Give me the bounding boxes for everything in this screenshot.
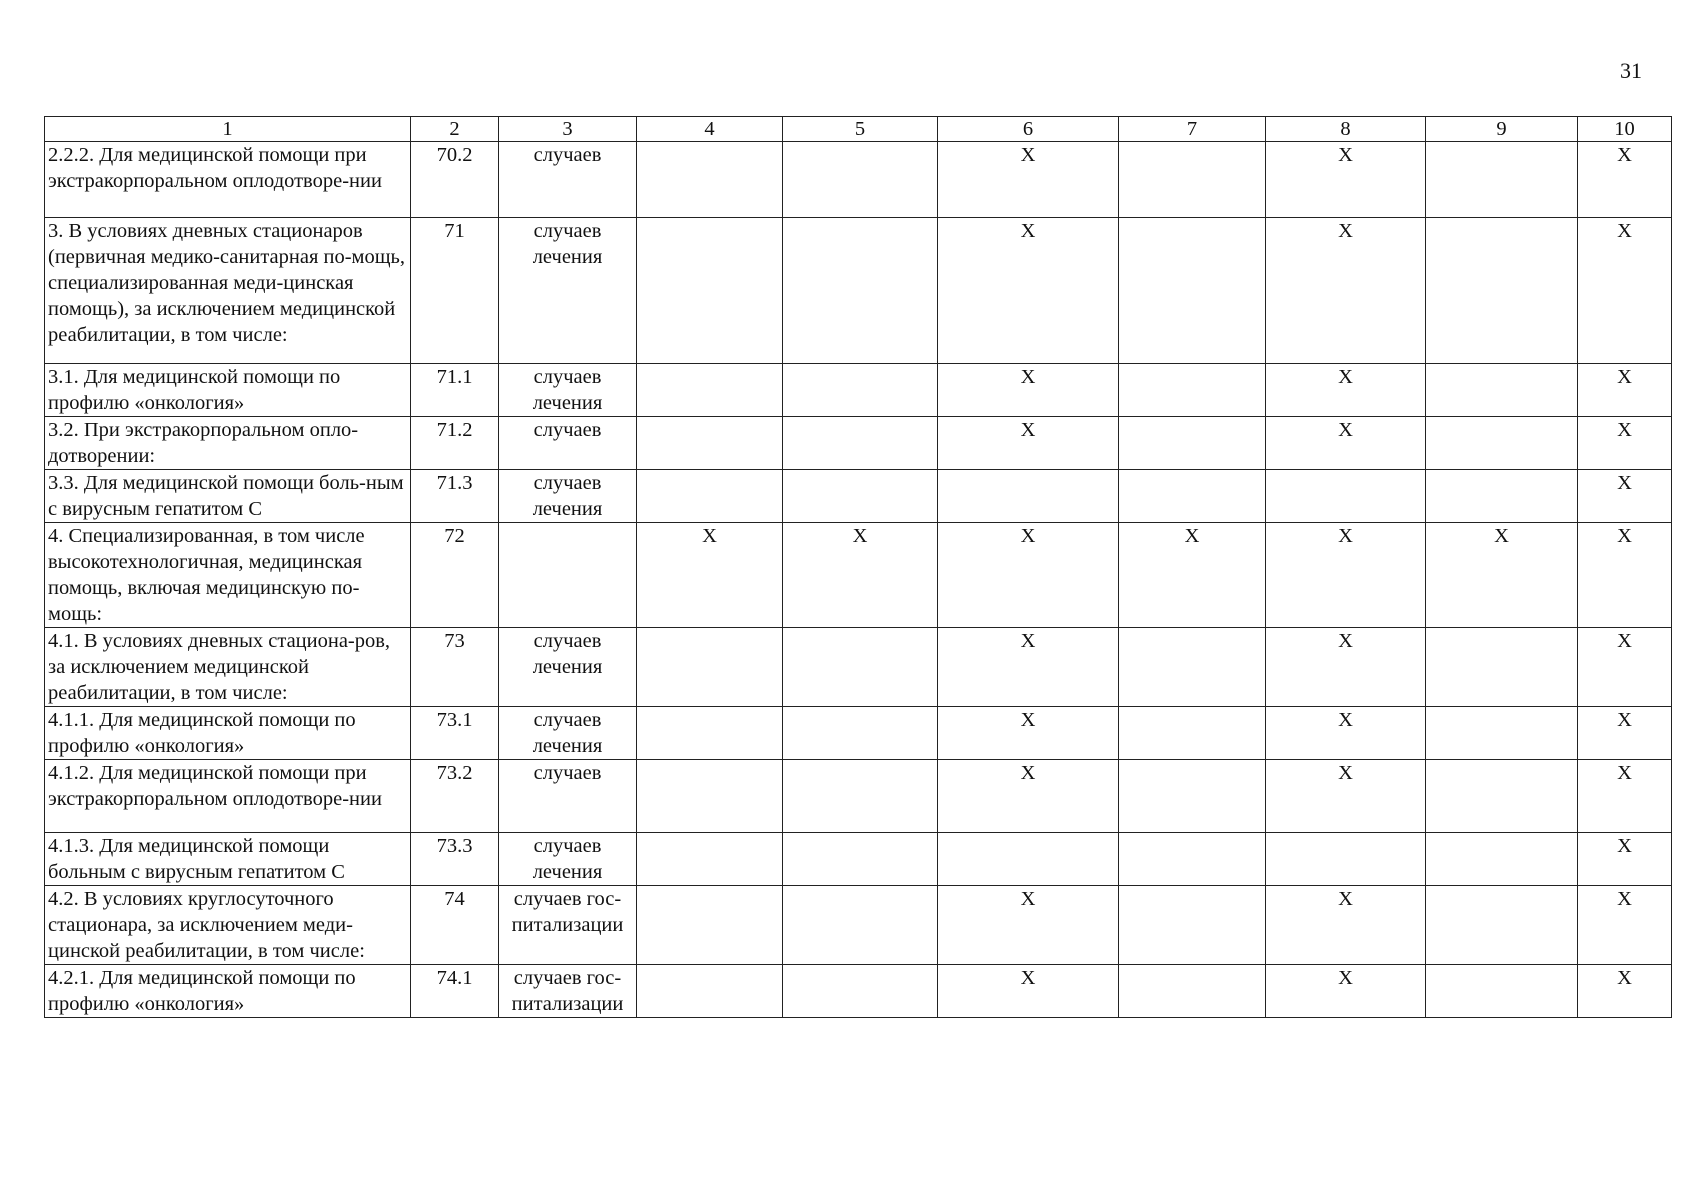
col4-cell <box>637 707 783 760</box>
table-row <box>45 218 1672 364</box>
col4-cell <box>637 965 783 1018</box>
table-row <box>45 886 1672 965</box>
main-table <box>44 116 1672 1018</box>
row-name-cell: 4. Специализированная, в том числе высокотехнологичная, медицинская помощь, включая медицинскую по-мощь: <box>45 523 411 628</box>
col10-cell: X <box>1578 470 1672 523</box>
col4-cell <box>637 417 783 470</box>
col5-cell <box>783 142 938 218</box>
table-body <box>45 142 1672 1018</box>
row-unit-cell: случаев гос-питализации <box>499 965 637 1018</box>
column-header: 2 <box>411 117 499 142</box>
col9-cell <box>1426 965 1578 1018</box>
col10-cell: X <box>1578 760 1672 833</box>
col5-cell <box>783 833 938 886</box>
col6-cell <box>938 470 1119 523</box>
col4-cell <box>637 833 783 886</box>
col10-cell: X <box>1578 523 1672 628</box>
col6-cell: X <box>938 760 1119 833</box>
col8-cell: X <box>1266 628 1426 707</box>
col9-cell <box>1426 628 1578 707</box>
row-name-cell: 4.1. В условиях дневных стациона-ров, за исключением медицинской реабилитации, в том числе: <box>45 628 411 707</box>
col10-cell: X <box>1578 886 1672 965</box>
row-code-cell: 71.3 <box>411 470 499 523</box>
row-name-cell: 4.2.1. Для медицинской помощи по профилю «онкология» <box>45 965 411 1018</box>
col9-cell <box>1426 886 1578 965</box>
col9-cell <box>1426 417 1578 470</box>
col10-cell: X <box>1578 417 1672 470</box>
col9-cell <box>1426 760 1578 833</box>
col7-cell <box>1119 886 1266 965</box>
column-header: 9 <box>1426 117 1578 142</box>
col4-cell <box>637 218 783 364</box>
row-name-cell: 4.1.3. Для медицинской помощи больным с вирусным гепатитом С <box>45 833 411 886</box>
page-number: 31 <box>1620 58 1642 83</box>
col9-cell <box>1426 470 1578 523</box>
col8-cell: X <box>1266 707 1426 760</box>
col7-cell <box>1119 364 1266 417</box>
col7-cell <box>1119 218 1266 364</box>
row-name-cell: 3.3. Для медицинской помощи боль-ным с вирусным гепатитом С <box>45 470 411 523</box>
column-header: 8 <box>1266 117 1426 142</box>
col5-cell <box>783 218 938 364</box>
col4-cell <box>637 470 783 523</box>
column-header: 6 <box>938 117 1119 142</box>
row-name-cell: 3. В условиях дневных стационаров (первичная медико-санитарная по-мощь, специализированная меди-цинская помощь), за исключением медицинской реабилитации, в том числе: <box>45 218 411 364</box>
table-row <box>45 833 1672 886</box>
col7-cell <box>1119 470 1266 523</box>
col4-cell: X <box>637 523 783 628</box>
col8-cell: X <box>1266 218 1426 364</box>
row-code-cell: 73.3 <box>411 833 499 886</box>
row-unit-cell: случаев лечения <box>499 707 637 760</box>
col4-cell <box>637 886 783 965</box>
col7-cell <box>1119 965 1266 1018</box>
col7-cell <box>1119 417 1266 470</box>
col7-cell <box>1119 628 1266 707</box>
col9-cell <box>1426 218 1578 364</box>
row-unit-cell: случаев <box>499 417 637 470</box>
table-row <box>45 628 1672 707</box>
col4-cell <box>637 628 783 707</box>
row-code-cell: 71 <box>411 218 499 364</box>
col7-cell <box>1119 833 1266 886</box>
row-unit-cell: случаев лечения <box>499 218 637 364</box>
row-code-cell: 74 <box>411 886 499 965</box>
row-code-cell: 71.2 <box>411 417 499 470</box>
table-row <box>45 760 1672 833</box>
col6-cell: X <box>938 142 1119 218</box>
row-name-cell: 3.2. При экстракорпоральном опло-дотворении: <box>45 417 411 470</box>
column-header: 4 <box>637 117 783 142</box>
row-name-cell: 3.1. Для медицинской помощи по профилю «онкология» <box>45 364 411 417</box>
col8-cell: X <box>1266 364 1426 417</box>
col5-cell <box>783 886 938 965</box>
row-code-cell: 73.1 <box>411 707 499 760</box>
col8-cell: X <box>1266 760 1426 833</box>
row-unit-cell: случаев <box>499 760 637 833</box>
col8-cell <box>1266 470 1426 523</box>
row-code-cell: 71.1 <box>411 364 499 417</box>
col10-cell: X <box>1578 833 1672 886</box>
col10-cell: X <box>1578 707 1672 760</box>
row-unit-cell: случаев <box>499 142 637 218</box>
col8-cell: X <box>1266 886 1426 965</box>
col6-cell: X <box>938 628 1119 707</box>
col8-cell: X <box>1266 965 1426 1018</box>
col10-cell: X <box>1578 142 1672 218</box>
table-row <box>45 965 1672 1018</box>
column-header: 3 <box>499 117 637 142</box>
row-name-cell: 4.1.1. Для медицинской помощи по профилю «онкология» <box>45 707 411 760</box>
col9-cell <box>1426 142 1578 218</box>
row-code-cell: 73 <box>411 628 499 707</box>
row-unit-cell: случаев лечения <box>499 470 637 523</box>
col7-cell <box>1119 760 1266 833</box>
row-code-cell: 74.1 <box>411 965 499 1018</box>
col4-cell <box>637 760 783 833</box>
col5-cell <box>783 364 938 417</box>
col6-cell: X <box>938 965 1119 1018</box>
col6-cell: X <box>938 886 1119 965</box>
column-header: 5 <box>783 117 938 142</box>
col9-cell <box>1426 707 1578 760</box>
col6-cell: X <box>938 523 1119 628</box>
row-code-cell: 70.2 <box>411 142 499 218</box>
col9-cell <box>1426 833 1578 886</box>
row-unit-cell: случаев лечения <box>499 833 637 886</box>
table-row <box>45 142 1672 218</box>
row-name-cell: 2.2.2. Для медицинской помощи при экстракорпоральном оплодотворе-нии <box>45 142 411 218</box>
column-header: 7 <box>1119 117 1266 142</box>
column-header: 10 <box>1578 117 1672 142</box>
col5-cell: X <box>783 523 938 628</box>
row-unit-cell: случаев гос-питализации <box>499 886 637 965</box>
col10-cell: X <box>1578 218 1672 364</box>
row-unit-cell: случаев лечения <box>499 364 637 417</box>
table-row <box>45 523 1672 628</box>
table-row <box>45 364 1672 417</box>
row-unit-cell: случаев лечения <box>499 628 637 707</box>
col9-cell <box>1426 364 1578 417</box>
row-code-cell: 73.2 <box>411 760 499 833</box>
row-code-cell: 72 <box>411 523 499 628</box>
row-name-cell: 4.2. В условиях круглосуточного стационара, за исключением меди-цинской реабилитации, в том числе: <box>45 886 411 965</box>
col5-cell <box>783 965 938 1018</box>
col5-cell <box>783 628 938 707</box>
col7-cell <box>1119 142 1266 218</box>
col7-cell <box>1119 707 1266 760</box>
col4-cell <box>637 142 783 218</box>
col9-cell: X <box>1426 523 1578 628</box>
col10-cell: X <box>1578 965 1672 1018</box>
col8-cell <box>1266 833 1426 886</box>
col6-cell: X <box>938 364 1119 417</box>
table-row <box>45 707 1672 760</box>
col5-cell <box>783 417 938 470</box>
row-name-cell: 4.1.2. Для медицинской помощи при экстракорпоральном оплодотворе-нии <box>45 760 411 833</box>
column-header: 1 <box>45 117 411 142</box>
col8-cell: X <box>1266 142 1426 218</box>
col4-cell <box>637 364 783 417</box>
col5-cell <box>783 707 938 760</box>
col6-cell: X <box>938 707 1119 760</box>
col8-cell: X <box>1266 417 1426 470</box>
table-row <box>45 470 1672 523</box>
col8-cell: X <box>1266 523 1426 628</box>
col7-cell: X <box>1119 523 1266 628</box>
col10-cell: X <box>1578 364 1672 417</box>
col10-cell: X <box>1578 628 1672 707</box>
col6-cell <box>938 833 1119 886</box>
col5-cell <box>783 470 938 523</box>
col5-cell <box>783 760 938 833</box>
header-row <box>45 117 1672 142</box>
table-row <box>45 417 1672 470</box>
row-unit-cell <box>499 523 637 628</box>
col6-cell: X <box>938 218 1119 364</box>
col6-cell: X <box>938 417 1119 470</box>
